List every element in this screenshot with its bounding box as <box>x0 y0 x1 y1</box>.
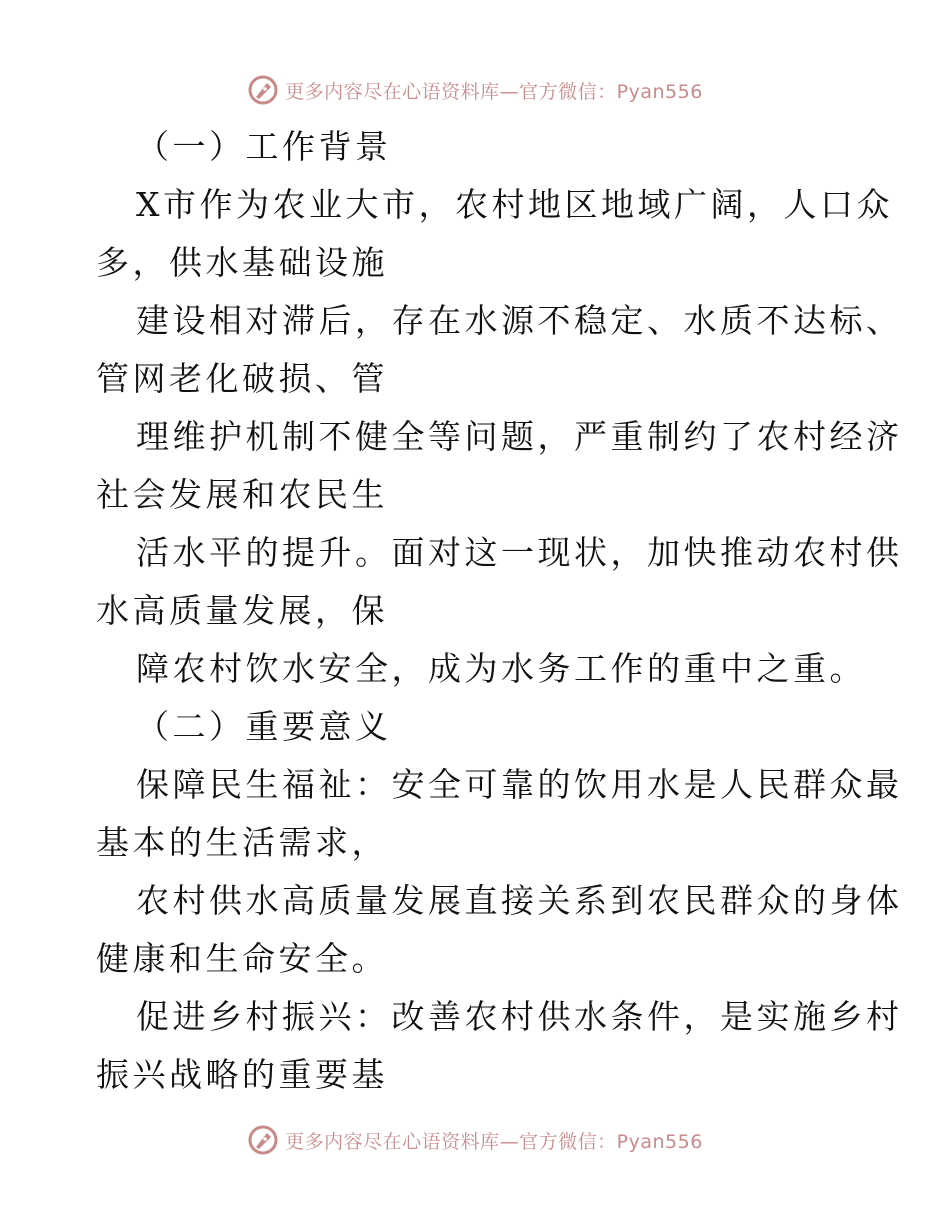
footer-banner <box>0 1120 950 1160</box>
paragraph-line: 保障民生福祉：安全可靠的饮用水是人民群众最 <box>136 765 903 804</box>
pen-nib-logo-icon <box>247 74 279 106</box>
paragraph-line: 基本的生活需求， <box>96 823 388 862</box>
paragraph-line: 农村供水高质量发展直接关系到农民群众的身体 <box>136 881 903 920</box>
pen-nib-logo-icon <box>247 1124 279 1156</box>
paragraph-line: 多，供水基础设施 <box>96 243 388 282</box>
paragraph-line: 理维护机制不健全等问题，严重制约了农村经济 <box>136 417 903 456</box>
paragraph-line: 建设相对滞后，存在水源不稳定、水质不达标、 <box>136 301 903 340</box>
header-banner-text: 更多内容尽在心语资料库—官方微信：Pyan556 <box>285 80 703 103</box>
header-banner <box>0 70 950 110</box>
paragraph-line: 振兴战略的重要基 <box>96 1055 388 1094</box>
paragraph-line: 障农村饮水安全，成为水务工作的重中之重。 <box>136 649 866 688</box>
paragraph-line: 管网老化破损、管 <box>96 359 388 398</box>
paragraph-line: 促进乡村振兴：改善农村供水条件，是实施乡村 <box>136 997 903 1036</box>
document-body <box>96 118 903 1104</box>
paragraph-line: 健康和生命安全。 <box>96 939 388 978</box>
section-heading: （一）工作背景 <box>136 127 392 166</box>
paragraph-line: 社会发展和农民生 <box>96 475 388 514</box>
section-heading: （二）重要意义 <box>136 707 392 746</box>
paragraph-line: 活水平的提升。面对这一现状，加快推动农村供 <box>136 533 903 572</box>
footer-banner-text: 更多内容尽在心语资料库—官方微信：Pyan556 <box>285 1130 703 1153</box>
paragraph-line: X市作为农业大市，农村地区地域广阔，人口众 <box>136 185 893 224</box>
paragraph-line: 水高质量发展，保 <box>96 591 388 630</box>
